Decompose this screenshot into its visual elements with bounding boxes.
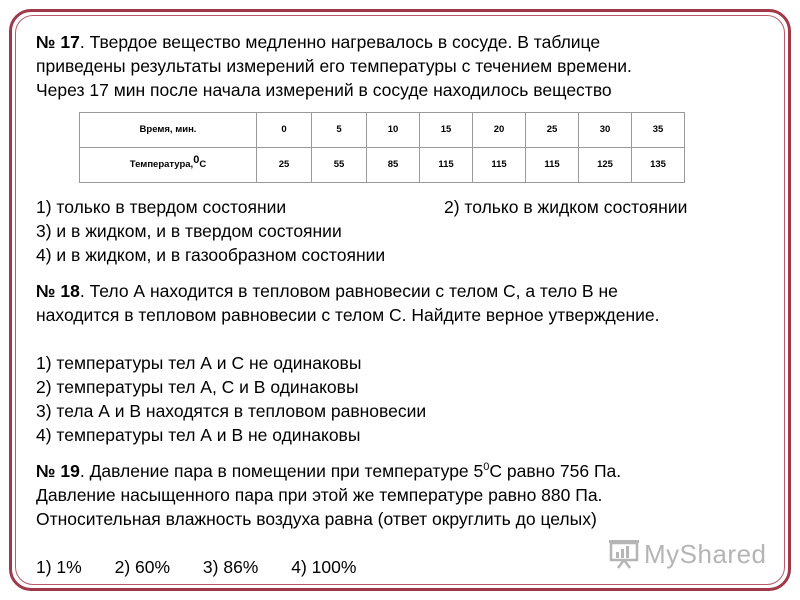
q17-option-4: 4) и в жидком, и в газообразном состоянии <box>36 245 386 265</box>
q17-line-1 <box>36 30 776 54</box>
time-header: Время, мин. <box>80 113 257 148</box>
q18-option-2: 2) температуры тел А, С и В одинаковы <box>36 377 359 397</box>
time-cell: 25 <box>526 113 579 148</box>
q19-line-1 <box>36 459 776 483</box>
q18-number: № 18 <box>36 281 80 301</box>
table-row-time <box>80 113 685 148</box>
temp-cell: 125 <box>579 148 632 183</box>
time-cell: 30 <box>579 113 632 148</box>
q19-text-1b: С равно 756 Па. <box>489 461 622 481</box>
time-cell: 15 <box>420 113 473 148</box>
watermark <box>608 536 767 572</box>
q19-option-1: 1) 1% <box>36 557 82 577</box>
watermark-text: MyShared <box>644 538 767 569</box>
q17-option-1: 1) только в твердом состоянии <box>36 197 287 217</box>
time-cell: 0 <box>257 113 312 148</box>
temp-cell: 115 <box>420 148 473 183</box>
q19-option-2: 2) 60% <box>114 557 171 577</box>
q18-option-4: 4) температуры тел А и В не одинаковы <box>36 425 361 445</box>
degree-sup: 0 <box>193 153 200 166</box>
question-17 <box>36 30 776 267</box>
time-cell: 20 <box>473 113 526 148</box>
q18-line-1 <box>36 279 776 303</box>
q17-option-3: 3) и в жидком, и в твердом состоянии <box>36 221 342 241</box>
time-cell: 5 <box>312 113 367 148</box>
temperature-header-unit: С <box>199 159 207 170</box>
q18-option-3: 3) тела А и В находятся в тепловом равновесии <box>36 401 427 421</box>
temp-cell: 25 <box>257 148 312 183</box>
q19-line-3: Относительная влажность воздуха равна (ответ округлить до целых) <box>36 509 597 529</box>
q18-text-1: . Тело А находится в тепловом равновесии с телом С, а тело В не <box>79 281 618 301</box>
q18-line-2: находится в тепловом равновесии с телом С. Найдите верное утверждение. <box>36 305 660 325</box>
q17-number: № 17 <box>36 32 80 52</box>
presentation-board-icon <box>608 539 640 569</box>
q19-number: № 19 <box>36 461 80 481</box>
q17-line-3: Через 17 мин после начала измерений в сосуде находилось вещество <box>36 80 612 100</box>
q19-degree-sup: 0 <box>483 461 490 474</box>
temp-cell: 85 <box>367 148 420 183</box>
temp-cell: 135 <box>632 148 685 183</box>
q19-text-1a: . Давление пара в помещении при температуре 5 <box>79 461 484 481</box>
q18-option-1: 1) температуры тел А и С не одинаковы <box>36 353 362 373</box>
temperature-header-label: Температура, <box>129 159 194 170</box>
time-cell: 35 <box>632 113 685 148</box>
temp-cell: 115 <box>473 148 526 183</box>
q17-option-2: 2) только в жидком состоянии <box>444 197 688 217</box>
q17-text-1: . Твердое вещество медленно нагревалось в сосуде. В таблице <box>79 32 601 52</box>
temperature-header <box>80 148 257 183</box>
q17-options-row-1 <box>36 195 776 219</box>
temp-cell: 55 <box>312 148 367 183</box>
table-row-temperature <box>80 148 685 183</box>
q17-line-2: приведены результаты измерений его температуры с течением времени. <box>36 56 632 76</box>
temp-cell: 115 <box>526 148 579 183</box>
q19-option-4: 4) 100% <box>291 557 357 577</box>
q19-option-3: 3) 86% <box>202 557 259 577</box>
q19-line-2: Давление насыщенного пара при этой же температуре равно 880 Па. <box>36 485 603 505</box>
time-cell: 10 <box>367 113 420 148</box>
question-18 <box>36 279 776 447</box>
slide-content <box>36 30 776 579</box>
q17-table <box>79 112 685 183</box>
